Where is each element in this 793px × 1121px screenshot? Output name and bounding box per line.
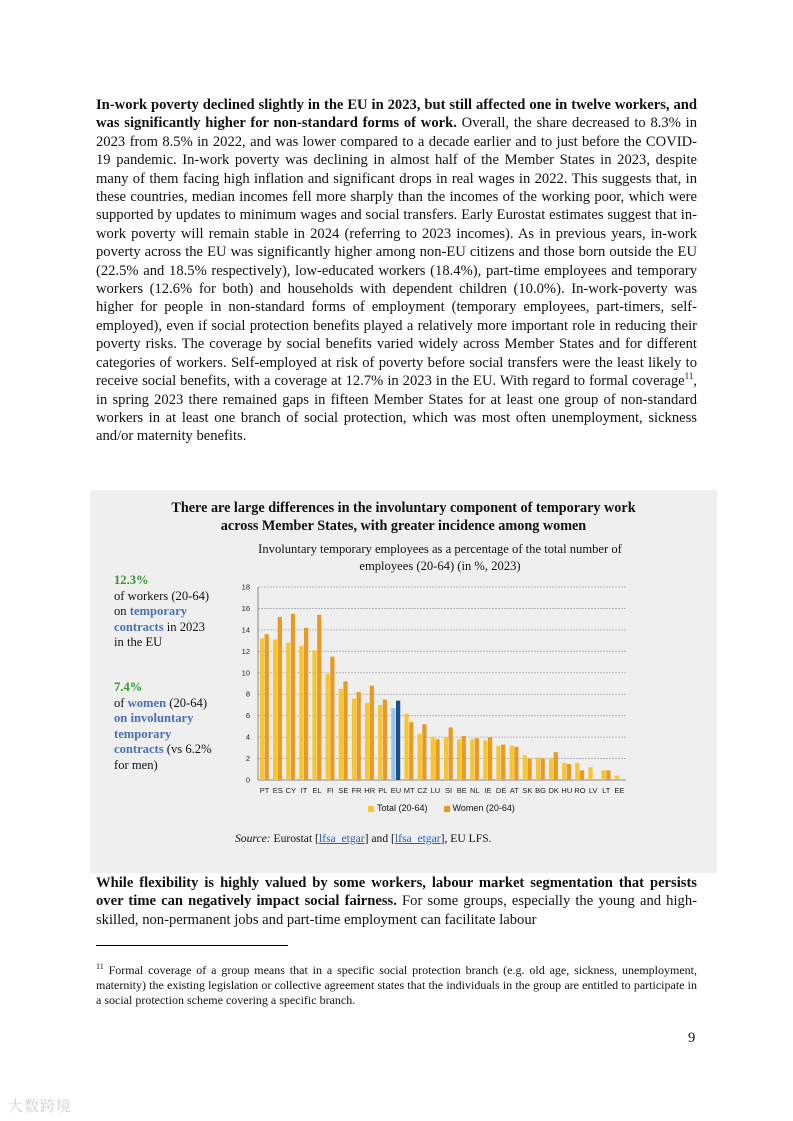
x-tick-label: LU	[430, 786, 441, 795]
box-title-line1: There are large differences in the involuntary component of temporary work	[171, 500, 636, 516]
stat-highlight: women	[127, 695, 167, 710]
bar-mt-women	[409, 722, 413, 780]
y-tick-label: 2	[245, 754, 250, 764]
x-tick-label: LV	[588, 786, 598, 795]
bar-cz-total	[418, 734, 422, 780]
paragraph-in-work-poverty	[96, 96, 697, 446]
bar-ro-total	[575, 763, 579, 780]
footnote-number: 11	[96, 962, 104, 971]
x-tick-label: EL	[312, 786, 322, 795]
bar-lu-women	[435, 739, 439, 780]
stat-callout-temporary	[114, 573, 209, 651]
footnote	[96, 963, 697, 1008]
y-tick-label: 16	[241, 603, 250, 613]
x-tick-label: EE	[614, 786, 625, 795]
bar-se-total	[339, 689, 343, 780]
x-tick-label: ES	[272, 786, 283, 795]
x-tick-label: SE	[338, 786, 349, 795]
x-tick-label: CY	[285, 786, 297, 795]
paragraph-text-cont: , in spring 2023 there remained gaps in fifteen Member States for at least one group of non-standard workers in at least one branch of social protection, which was most often unemployment, sickness and/or maternity benefits.	[96, 373, 697, 445]
box-title-line2: across Member States, with greater incidence among women	[220, 518, 587, 534]
bar-es-women	[278, 617, 282, 780]
bar-ie-total	[483, 740, 487, 780]
x-tick-label: HU	[561, 786, 573, 795]
bar-lt-total	[602, 770, 606, 780]
bar-at-women	[514, 747, 518, 780]
bar-chart	[230, 575, 640, 800]
legend-label: Total (20-64)	[377, 803, 428, 813]
stat-highlight: temporary	[114, 726, 172, 741]
chart-source	[235, 832, 492, 845]
x-tick-label: IT	[300, 786, 308, 795]
stat-text: (vs 6.2%	[163, 742, 212, 756]
bar-bg-women	[541, 759, 545, 780]
source-text: ] and [	[364, 832, 395, 845]
bar-ee-total	[615, 776, 619, 780]
bar-hr-total	[365, 703, 369, 780]
bar-sk-total	[523, 755, 527, 780]
bar-bg-total	[536, 757, 540, 780]
bar-fi-total	[326, 674, 330, 780]
stat-highlight: contracts	[114, 742, 164, 756]
bar-lt-women	[606, 770, 610, 780]
bar-cy-total	[286, 643, 290, 780]
stat-highlight: on involuntary	[114, 711, 194, 725]
bar-si-women	[449, 727, 453, 780]
paragraph-lead: While flexibility is highly valued by some workers, labour market segmentation that persists over time can negatively impact social fairness.	[96, 875, 697, 910]
stat-text: for men)	[114, 757, 158, 772]
legend-item-women	[444, 803, 515, 813]
box-title	[90, 499, 717, 535]
x-tick-label: RO	[574, 786, 586, 795]
source-label: Source:	[235, 832, 271, 845]
source-text: ], EU LFS.	[440, 832, 492, 845]
stat-text: in the EU	[114, 635, 163, 649]
bar-el-women	[317, 615, 321, 780]
bar-be-women	[462, 736, 466, 780]
bar-at-total	[510, 746, 514, 780]
stat-text: of workers (20-64)	[114, 588, 210, 603]
x-tick-label: BG	[535, 786, 546, 795]
x-tick-label: PT	[259, 786, 270, 795]
x-tick-label: LT	[602, 786, 611, 795]
bar-lu-total	[431, 737, 435, 780]
bar-si-total	[444, 737, 448, 780]
paragraph-text: For some groups, especially the young and high-skilled, non-permanent jobs and part-time employment can facilitate labour	[96, 893, 697, 928]
y-tick-label: 10	[241, 668, 250, 678]
y-tick-label: 4	[245, 732, 250, 742]
bar-be-total	[457, 739, 461, 780]
footnote-divider	[96, 945, 288, 946]
bar-hu-total	[562, 763, 566, 780]
bar-pl-total	[378, 705, 382, 780]
bar-mt-total	[404, 714, 408, 780]
bar-de-total	[496, 746, 500, 780]
bar-eu-women	[396, 701, 400, 780]
bar-hr-women	[370, 686, 374, 780]
chart-title: Involuntary temporary employees as a percentage of the total number of employees (20-64) (in %, 2023)	[258, 542, 622, 573]
bar-lv-total	[588, 767, 592, 780]
source-text: Eurostat [	[270, 832, 319, 845]
stat-highlight: temporary	[129, 604, 188, 618]
bar-cz-women	[422, 724, 426, 780]
source-link-2[interactable]: lfsa_etgar	[394, 832, 441, 845]
bar-el-total	[312, 650, 316, 780]
paragraph-lead: In-work poverty declined slightly in the EU in 2023, but still affected one in twelve workers, and was significantly higher for non-standard forms of work.	[96, 97, 697, 132]
stat-text: of	[114, 695, 128, 710]
bar-it-women	[304, 628, 308, 780]
stat-text: in 2023	[163, 619, 205, 634]
legend-swatch-women	[444, 806, 450, 812]
paragraph-segmentation	[96, 874, 697, 929]
x-tick-label: PL	[378, 786, 388, 795]
x-tick-label: FI	[326, 786, 334, 795]
stat-text: on	[114, 604, 130, 618]
x-tick-label: AT	[509, 786, 519, 795]
bar-sk-women	[527, 759, 531, 780]
bar-fr-total	[352, 699, 356, 780]
bar-ie-women	[488, 737, 492, 780]
y-tick-label: 18	[241, 582, 250, 592]
bar-nl-women	[475, 738, 479, 780]
x-tick-label: SI	[445, 786, 453, 795]
y-tick-label: 6	[245, 711, 250, 721]
bar-pl-women	[383, 700, 387, 780]
x-tick-label: DE	[495, 786, 507, 795]
bar-dk-total	[549, 759, 553, 780]
footnote-text: Formal coverage of a group means that in a specific social protection branch (e.g. old age, sickness, unemployment, maternity) the existing legislation or collective agreement states that the individuals in the group are entitled to participate in a social protection scheme covering a specific branch.	[96, 963, 697, 1007]
x-tick-label: SK	[522, 786, 533, 795]
bar-eu-total	[391, 708, 395, 780]
x-tick-label: BE	[456, 786, 467, 795]
bar-pt-women	[265, 634, 269, 780]
y-tick-label: 12	[241, 646, 250, 656]
x-tick-label: MT	[403, 786, 415, 795]
stat-value: 12.3%	[114, 573, 149, 587]
legend-swatch-total	[368, 806, 374, 812]
bar-cy-women	[291, 614, 295, 780]
stat-highlight: contracts	[114, 619, 164, 634]
bar-fr-women	[357, 692, 361, 780]
footnote-ref[interactable]: 11	[684, 371, 694, 382]
y-tick-label: 0	[245, 775, 250, 785]
x-tick-label: HR	[364, 786, 376, 795]
watermark: 大数跨境	[8, 1097, 73, 1115]
stat-text: (20-64)	[166, 695, 208, 710]
chart-legend	[368, 803, 515, 813]
bar-de-women	[501, 745, 505, 780]
x-tick-label: EU	[390, 786, 402, 795]
source-link-1[interactable]: lfsa_etgar	[318, 832, 365, 845]
y-tick-label: 8	[245, 689, 250, 699]
x-tick-label: DK	[548, 786, 559, 795]
stat-value: 7.4%	[114, 680, 143, 694]
bar-se-women	[343, 681, 347, 780]
x-tick-label: CZ	[417, 786, 428, 795]
bar-ro-women	[580, 770, 584, 780]
paragraph-text: Overall, the share decreased to 8.3% in 2023 from 8.5% in 2022, and was lower compared to a decade earlier and to just before the COVID-19 pandemic. In-work poverty was declining in almost half of the Member States in 2023, despite many of them facing high inflation and significant drops in real wages in 2022. This suggests that, in these countries, median incomes fell more sharply than the incomes of the working poor, which were supported by updates to minimum wages and social transfers. Early Eurostat estimates suggest that in-work poverty will remain stable in 2024 (referring to 2023 incomes). As in previous years, in-work poverty across the EU was significantly higher among non-EU citizens and those born outside the EU (22.5% and 18.5% respectively), low-educated workers (18.4%), part-time employees and temporary workers (12.6% for both) and households with dependent children (10.0%). In-work-poverty was higher for people in non-standard forms of employment (temporary employees, part-timers, self-employed), even if social protection benefits played a relatively more important role in reducing their poverty risks. The coverage by social benefits varied widely across Member States and for different categories of workers. Self-employed at risk of poverty before social transfers were the least likely to receive social benefits, with a coverage at 12.7% in 2023 in the EU. With regard to formal coverage	[96, 115, 697, 390]
bar-it-total	[299, 646, 303, 780]
legend-item-total	[368, 803, 428, 813]
bar-hu-women	[567, 764, 571, 780]
bar-pt-total	[260, 638, 264, 780]
y-tick-label: 14	[241, 625, 250, 635]
chart-box	[90, 490, 717, 873]
bar-fi-women	[330, 657, 334, 780]
bar-es-total	[273, 640, 277, 780]
x-tick-label: NL	[470, 786, 480, 795]
x-tick-label: FR	[351, 786, 362, 795]
bar-dk-women	[554, 752, 558, 780]
page-number: 9	[688, 1030, 696, 1046]
x-tick-label: IE	[484, 786, 492, 795]
stat-callout-women	[114, 680, 212, 773]
bar-nl-total	[470, 739, 474, 780]
legend-label: Women (20-64)	[452, 803, 515, 813]
